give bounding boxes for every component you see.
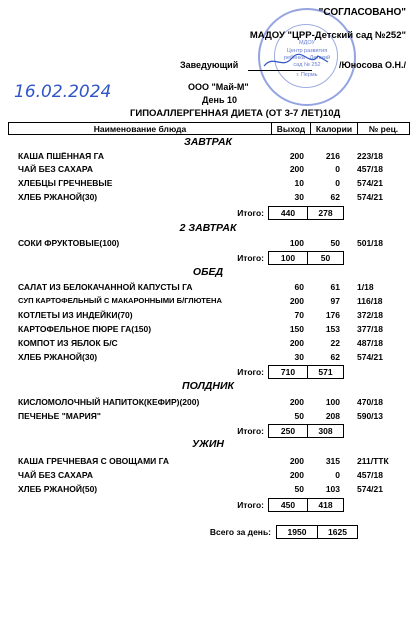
grand-total-label: Всего за день: <box>209 527 271 537</box>
grand-total <box>0 525 416 539</box>
total-output: 250 <box>280 426 296 436</box>
section-total <box>0 498 416 512</box>
dish-kcal: 22 <box>330 338 340 348</box>
dish-output: 100 <box>289 238 304 248</box>
dish-output: 200 <box>289 164 304 174</box>
dish-output: 200 <box>289 470 304 480</box>
dish-kcal: 315 <box>325 456 340 466</box>
section-title: ЗАВТРАК <box>183 136 233 148</box>
dish-kcal: 61 <box>330 282 340 292</box>
dish-name: ХЛЕБЦЫ ГРЕЧНЕВЫЕ <box>18 178 113 188</box>
dish-recipe: 574/21 <box>357 352 383 362</box>
day-label: День 10 <box>202 95 238 105</box>
dish-output: 30 <box>294 192 304 202</box>
section-total <box>0 206 416 220</box>
table-row <box>0 470 416 481</box>
dish-recipe: 223/18 <box>357 151 383 161</box>
dish-kcal: 100 <box>325 397 340 407</box>
dish-kcal: 97 <box>330 296 340 306</box>
total-output: 450 <box>280 500 296 510</box>
grand-total-output: 1950 <box>287 527 307 537</box>
dish-name: ХЛЕБ РЖАНОЙ(50) <box>18 484 98 494</box>
table-row <box>0 397 416 408</box>
dish-recipe: 590/13 <box>357 411 383 421</box>
dish-name: СУП КАРТОФЕЛЬНЫЙ С МАКАРОННЫМИ Б/ГЛЮТЕНА <box>18 296 222 305</box>
dish-name: ХЛЕБ РЖАНОЙ(30) <box>18 192 98 202</box>
dish-recipe: 457/18 <box>357 164 383 174</box>
column-header-name: Наименование блюда <box>93 123 187 134</box>
section-title: ОБЕД <box>192 266 224 278</box>
total-label: Итого: <box>237 500 264 510</box>
table-row <box>0 282 416 293</box>
manager-name: /Юносова О.Н./ <box>338 60 406 70</box>
section-total <box>0 424 416 438</box>
dish-output: 200 <box>289 397 304 407</box>
dish-output: 200 <box>289 456 304 466</box>
dish-output: 150 <box>289 324 304 334</box>
total-box <box>268 206 344 220</box>
stamp-text: ребенка - Детский <box>283 55 331 61</box>
column-header-output: Выход <box>271 123 310 134</box>
dish-name: КИСЛОМОЛОЧНЫЙ НАПИТОК(КЕФИР)(200) <box>18 397 200 407</box>
table-row <box>0 352 416 363</box>
table-row <box>0 310 416 321</box>
total-box <box>268 365 344 379</box>
total-kcal: 571 <box>307 366 343 378</box>
dish-output: 70 <box>294 310 304 320</box>
table-row <box>0 164 416 175</box>
section-title: ПОЛДНИК <box>182 380 234 392</box>
total-label: Итого: <box>237 208 264 218</box>
dish-recipe: 211/ТТК <box>357 456 389 466</box>
column-header-kcal: Калории <box>310 123 357 134</box>
table-row <box>0 338 416 349</box>
stamp-text: МДОУ <box>299 40 315 46</box>
dish-kcal: 0 <box>335 470 340 480</box>
total-kcal: 418 <box>307 499 343 511</box>
dish-output: 60 <box>294 282 304 292</box>
stamp-text: сад № 252 <box>293 62 321 68</box>
dish-name: ЧАЙ БЕЗ САХАРА <box>18 164 93 174</box>
dish-name: КАША ГРЕЧНЕВАЯ С ОВОЩАМИ ГА <box>18 456 170 466</box>
dish-kcal: 103 <box>325 484 340 494</box>
total-label: Итого: <box>237 367 264 377</box>
dish-recipe: 487/18 <box>357 338 383 348</box>
dish-recipe: 470/18 <box>357 397 383 407</box>
dish-recipe: 116/18 <box>357 296 383 306</box>
dish-kcal: 62 <box>330 352 340 362</box>
dish-name: ЧАЙ БЕЗ САХАРА <box>18 470 93 480</box>
column-header-recipe: № рец. <box>357 123 409 134</box>
dish-kcal: 50 <box>330 238 340 248</box>
dish-recipe: 372/18 <box>357 310 383 320</box>
signature-line <box>248 70 312 71</box>
manager-label: Заведующий <box>180 60 239 70</box>
dish-name: ХЛЕБ РЖАНОЙ(30) <box>18 352 98 362</box>
table-row <box>0 238 416 249</box>
total-label: Итого: <box>237 253 264 263</box>
total-output: 100 <box>280 253 296 263</box>
dish-recipe: 574/21 <box>357 192 383 202</box>
approval-title: "СОГЛАСОВАНО" <box>318 7 406 18</box>
dish-kcal: 216 <box>325 151 340 161</box>
total-kcal: 308 <box>307 425 343 437</box>
dish-output: 200 <box>289 151 304 161</box>
dish-output: 50 <box>294 484 304 494</box>
dish-recipe: 501/18 <box>357 238 383 248</box>
supplier-name: ООО "Май-М" <box>188 82 249 92</box>
total-box <box>268 498 344 512</box>
dish-recipe: 1/18 <box>357 282 374 292</box>
organization-name: МАДОУ "ЦРР-Детский сад №252" <box>249 30 406 41</box>
dish-output: 200 <box>289 296 304 306</box>
dish-output: 10 <box>294 178 304 188</box>
table-row <box>0 178 416 189</box>
total-kcal: 278 <box>307 207 343 219</box>
dish-kcal: 153 <box>325 324 340 334</box>
table-row <box>0 151 416 162</box>
signature <box>262 50 332 72</box>
dish-name: КАША ПШЁННАЯ ГА <box>18 151 105 161</box>
dish-output: 200 <box>289 338 304 348</box>
stamp-text: Центр развития <box>286 48 328 54</box>
total-box <box>268 251 344 265</box>
dish-kcal: 62 <box>330 192 340 202</box>
dish-kcal: 0 <box>335 178 340 188</box>
dish-recipe: 377/18 <box>357 324 383 334</box>
dish-kcal: 0 <box>335 164 340 174</box>
dish-kcal: 176 <box>325 310 340 320</box>
dish-name: САЛАТ ИЗ БЕЛОКАЧАННОЙ КАПУСТЫ ГА <box>18 282 193 292</box>
total-output: 710 <box>280 367 296 377</box>
dish-name: КОМПОТ ИЗ ЯБЛОК Б/С <box>18 338 118 348</box>
dish-name: СОКИ ФРУКТОВЫЕ(100) <box>18 238 120 248</box>
total-kcal: 50 <box>307 252 343 264</box>
section-total <box>0 251 416 265</box>
dish-name: ПЕЧЕНЬЕ "МАРИЯ" <box>18 411 101 421</box>
table-row <box>0 411 416 422</box>
table-header <box>8 122 410 135</box>
total-label: Итого: <box>237 426 264 436</box>
diet-title: ГИПОАЛЛЕРГЕННАЯ ДИЕТА (ОТ 3-7 ЛЕТ)10Д <box>130 108 341 119</box>
dish-name: КАРТОФЕЛЬНОЕ ПЮРЕ ГА(150) <box>18 324 152 334</box>
dish-recipe: 574/21 <box>357 484 383 494</box>
dish-output: 50 <box>294 411 304 421</box>
total-output: 440 <box>280 208 296 218</box>
table-row <box>0 484 416 495</box>
dish-kcal: 208 <box>325 411 340 421</box>
table-row <box>0 296 416 307</box>
dish-name: КОТЛЕТЫ ИЗ ИНДЕЙКИ(70) <box>18 310 133 320</box>
dish-recipe: 574/21 <box>357 178 383 188</box>
handwritten-date: 16.02.2024 <box>14 82 112 102</box>
table-row <box>0 324 416 335</box>
section-title: УЖИН <box>192 438 224 450</box>
total-box <box>268 424 344 438</box>
dish-recipe: 457/18 <box>357 470 383 480</box>
section-total <box>0 365 416 379</box>
section-title: 2 ЗАВТРАК <box>179 222 237 234</box>
stamp-text: г. Пермь <box>296 72 318 78</box>
table-row <box>0 456 416 467</box>
grand-total-box <box>276 525 358 539</box>
dish-output: 30 <box>294 352 304 362</box>
table-row <box>0 192 416 203</box>
grand-total-kcal: 1625 <box>317 526 357 538</box>
